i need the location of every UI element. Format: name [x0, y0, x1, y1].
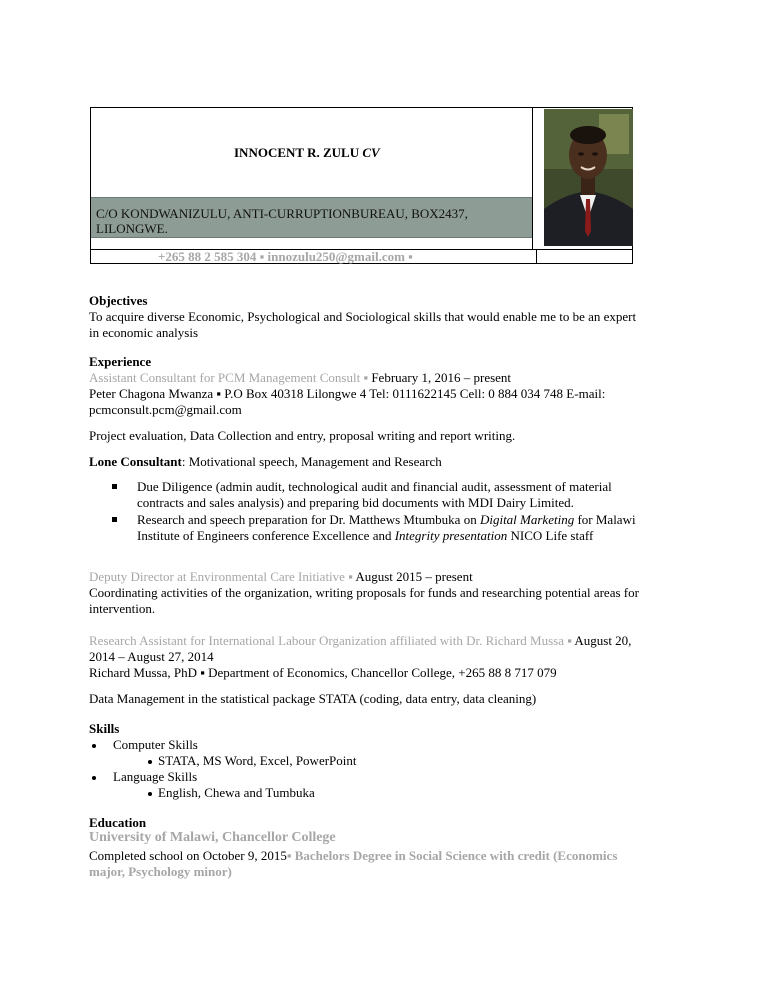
objectives-line-1: To acquire diverse Economic, Psychological and Sociological skills that would enable me to be an expert [89, 309, 637, 324]
job1-title: Assistant Consultant for PCM Management Consult ▪ [89, 370, 369, 385]
skills-computer-items: STATA, MS Word, Excel, PowerPoint [158, 753, 357, 768]
skills-computer: Computer Skills [113, 737, 198, 752]
bullet2-digital-marketing: Digital Marketing [479, 512, 575, 527]
education-completed-line [89, 848, 617, 864]
job2-title: Deputy Director at Environmental Care Initiative ▪ [89, 569, 353, 584]
bullet2-integrity: Integrity presentation [394, 528, 508, 543]
job1-duties: Project evaluation, Data Collection and entry, proposal writing and report writing. [89, 428, 516, 443]
address-text: C/O KONDWANIZULU, ANTI-CURRUPTIONBUREAU, BOX2437, LILONGWE. [96, 206, 468, 236]
full-name: INNOCENT R. ZULU [234, 145, 360, 160]
job2-line3: intervention. [89, 601, 156, 616]
job1-employer: Peter Chagona Mwanza ▪ P.O Box 40318 Lilongwe 4 Tel: 0111622145 Cell: 0 884 034 748 E-mail: [89, 386, 606, 401]
skills-language-items: English, Chewa and Tumbuka [158, 785, 315, 800]
cv-label: CV [362, 145, 380, 160]
bullet2-text-d: Institute of Engineers conference Excellence and [137, 528, 395, 543]
job3-line2: 2014 – August 27, 2014 [89, 649, 214, 664]
lone-consultant-label: Lone Consultant [89, 454, 182, 469]
experience-heading: Experience [89, 354, 152, 369]
education-degree-2: major, Psychology minor) [89, 864, 232, 879]
job3-line3: Richard Mussa, PhD ▪ Department of Economics, Chancellor College, +265 88 8 717 079 [89, 665, 557, 680]
job1-email: pcmconsult.pcm@gmail.com [89, 402, 242, 417]
job3-title-line [89, 633, 631, 649]
address-band [91, 197, 532, 238]
contact-divider [536, 250, 537, 263]
skills-heading: Skills [89, 721, 120, 736]
profile-photo [544, 109, 633, 246]
lone-consultant-text: : Motivational speech, Management and Research [181, 454, 442, 469]
bullet1-line2: contracts and sales analysis) and preparing bid documents with MDI Dairy Limited. [137, 495, 574, 510]
education-completed: Completed school on October 9, 2015 [89, 848, 287, 863]
education-school: University of Malawi, Chancellor College [89, 830, 336, 845]
job1-title-line [89, 370, 511, 386]
job1-dates: February 1, 2016 – present [368, 370, 512, 385]
bullet2-text-f: NICO Life staff [507, 528, 594, 543]
bullet1-line1: Due Diligence (admin audit, technological audit and financial audit, assessment of material [137, 479, 612, 494]
job2-title-line [89, 569, 473, 585]
objectives-line-2: in economic analysis [89, 325, 199, 340]
bullet2-text-a: Research and speech preparation for Dr. Matthews Mtumbuka on [137, 512, 480, 527]
education-heading: Education [89, 815, 147, 830]
square-bullet-icon [112, 484, 117, 489]
bullet-dot-icon [92, 776, 96, 780]
contact-text: +265 88 2 585 304 ▪ innozulu250@gmail.com ▪ [158, 249, 413, 264]
education-degree-1: ▪ Bachelors Degree in Social Science with credit (Economics [286, 848, 618, 863]
job2-dates: August 2015 – present [352, 569, 473, 584]
job3-dates: August 20, [571, 633, 632, 648]
photo-cell [533, 107, 633, 250]
cv-name [234, 145, 380, 161]
bullet-dot-icon [148, 792, 152, 796]
square-bullet-icon [112, 517, 117, 522]
job3-duties: Data Management in the statistical package STATA (coding, data entry, data cleaning) [89, 691, 537, 706]
objectives-heading: Objectives [89, 293, 148, 308]
contact-row [90, 249, 633, 264]
bullet-dot-icon [92, 744, 96, 748]
job3-title: Research Assistant for International Labour Organization affiliated with Dr. Richard Mussa ▪ [89, 633, 572, 648]
bullet-dot-icon [148, 760, 152, 764]
job2-line2: Coordinating activities of the organization, writing proposals for funds and researching potential areas for [89, 585, 639, 600]
skills-language: Language Skills [113, 769, 198, 784]
bullet2-text-c: for Malawi [574, 512, 636, 527]
lone-consultant-line [89, 454, 442, 470]
